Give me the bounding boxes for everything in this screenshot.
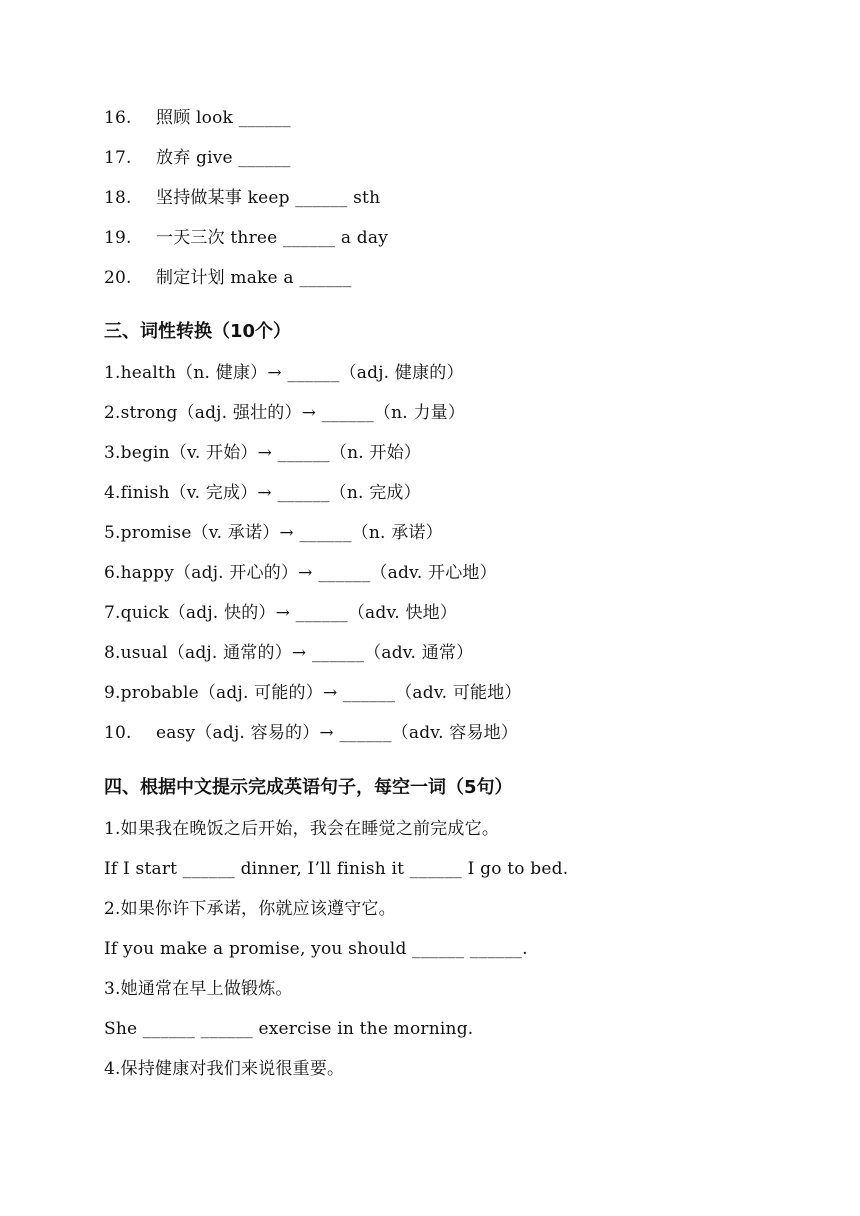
conversion-item: 8.usual（adj. 通常的）→ ______（adv. 通常） bbox=[104, 643, 474, 663]
sentence-prompt: 1.如果我在晚饭之后开始，我会在睡觉之前完成它。 bbox=[104, 819, 500, 839]
sentence-prompt: 4.保持健康对我们来说很重要。 bbox=[104, 1059, 345, 1079]
conversion-item: 7.quick（adj. 快的）→ ______（adv. 快地） bbox=[104, 603, 458, 623]
conversion-item: 9.probable（adj. 可能的）→ ______（adv. 可能地） bbox=[104, 683, 522, 703]
sentence-answer: If I start ______ dinner, I’ll finish it ______ I go to bed. bbox=[104, 859, 569, 879]
item-number: 16. bbox=[104, 108, 132, 128]
sentence-answer: If you make a promise, you should ______ ______. bbox=[104, 939, 528, 959]
item-text: 照顾 look ______ bbox=[156, 108, 291, 128]
phrase-item bbox=[104, 267, 352, 289]
item-number: 19. bbox=[104, 228, 132, 248]
section-heading: 四、根据中文提示完成英语句子，每空一词（5句） bbox=[104, 777, 513, 798]
conversion-item bbox=[104, 722, 518, 744]
phrase-item bbox=[104, 227, 388, 249]
phrase-item bbox=[104, 107, 291, 129]
item-number: 10. bbox=[104, 723, 132, 743]
conversion-item: 5.promise（v. 承诺）→ ______（n. 承诺） bbox=[104, 523, 443, 543]
item-number: 17. bbox=[104, 148, 132, 168]
item-text: 坚持做某事 keep ______ sth bbox=[156, 188, 381, 208]
conversion-item: 2.strong（adj. 强壮的）→ ______（n. 力量） bbox=[104, 403, 466, 423]
item-number: 18. bbox=[104, 188, 132, 208]
section-heading: 三、词性转换（10个） bbox=[104, 321, 292, 342]
conversion-item: 3.begin（v. 开始）→ ______（n. 开始） bbox=[104, 443, 422, 463]
phrase-item bbox=[104, 187, 380, 209]
item-text: easy（adj. 容易的）→ ______（adv. 容易地） bbox=[156, 723, 519, 743]
sentence-answer: She ______ ______ exercise in the morning. bbox=[104, 1019, 474, 1039]
conversion-item: 6.happy（adj. 开心的）→ ______（adv. 开心地） bbox=[104, 563, 497, 583]
item-number: 20. bbox=[104, 268, 132, 288]
item-text: 制定计划 make a ______ bbox=[156, 268, 352, 288]
conversion-item: 4.finish（v. 完成）→ ______（n. 完成） bbox=[104, 483, 421, 503]
item-text: 放弃 give ______ bbox=[156, 148, 291, 168]
conversion-item: 1.health（n. 健康）→ ______（adj. 健康的） bbox=[104, 363, 464, 383]
phrase-item bbox=[104, 147, 291, 169]
sentence-prompt: 2.如果你许下承诺，你就应该遵守它。 bbox=[104, 899, 396, 919]
sentence-prompt: 3.她通常在早上做锻炼。 bbox=[104, 979, 293, 999]
item-text: 一天三次 three ______ a day bbox=[156, 228, 388, 248]
